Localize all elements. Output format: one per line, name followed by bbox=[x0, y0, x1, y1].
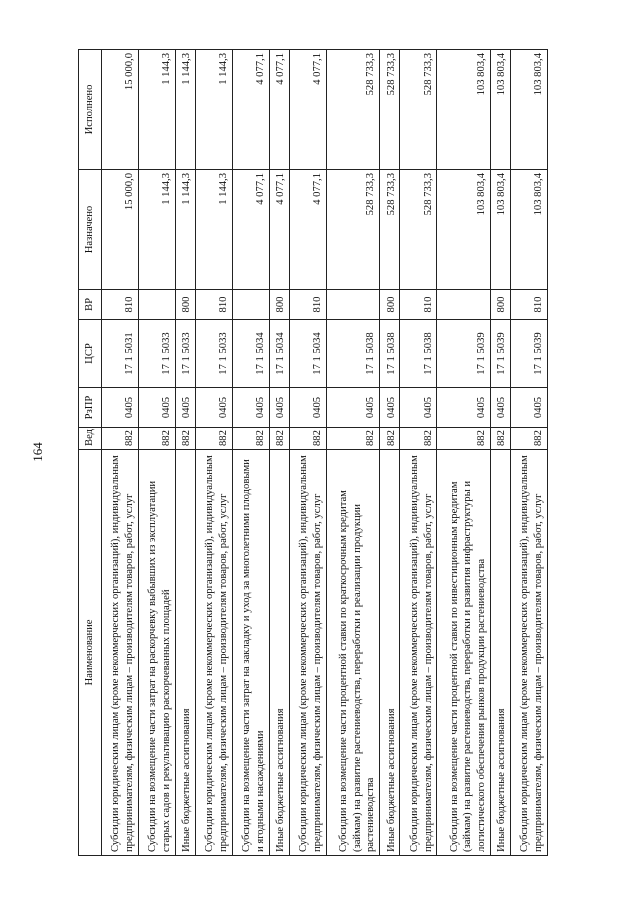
cell-csr: 17 1 5034 bbox=[289, 320, 326, 388]
cell-assigned: 4 077,1 bbox=[269, 170, 289, 290]
cell-csr: 17 1 5039 bbox=[437, 320, 490, 388]
cell-assigned: 1 144,3 bbox=[175, 170, 195, 290]
cell-rzpr: 0405 bbox=[289, 388, 326, 428]
cell-name: Иные бюджетные ассигнования bbox=[490, 450, 510, 856]
header-executed: Исполнено bbox=[79, 50, 102, 170]
cell-ved: 882 bbox=[102, 428, 139, 450]
cell-executed: 15 000,0 bbox=[102, 50, 139, 170]
table-row bbox=[380, 50, 400, 856]
cell-assigned: 15 000,0 bbox=[102, 170, 139, 290]
cell-csr: 17 1 5033 bbox=[195, 320, 232, 388]
cell-csr: 17 1 5034 bbox=[269, 320, 289, 388]
cell-rzpr: 0405 bbox=[195, 388, 232, 428]
table-row bbox=[437, 50, 490, 856]
cell-rzpr: 0405 bbox=[380, 388, 400, 428]
cell-vr: 810 bbox=[195, 290, 232, 320]
cell-name: Субсидии на возмещение части процентной ставки по краткосрочным кредитам (займам) на развитие растениеводства, переработки и реализации продукции растениеводства bbox=[326, 450, 379, 856]
cell-ved: 882 bbox=[437, 428, 490, 450]
cell-vr bbox=[232, 290, 269, 320]
cell-rzpr: 0405 bbox=[102, 388, 139, 428]
cell-executed: 103 803,4 bbox=[511, 50, 548, 170]
table-header-row bbox=[79, 50, 102, 856]
table-row bbox=[195, 50, 232, 856]
table-row bbox=[175, 50, 195, 856]
cell-ved: 882 bbox=[490, 428, 510, 450]
cell-ved: 882 bbox=[175, 428, 195, 450]
cell-name: Субсидии юридическим лицам (кроме некоммерческих организаций), индивидуальным предпринимателям, физическим лицам – производителям товаров, работ, услуг bbox=[195, 450, 232, 856]
header-ved: Вед bbox=[79, 428, 102, 450]
cell-csr: 17 1 5038 bbox=[400, 320, 437, 388]
header-name: Наименование bbox=[79, 450, 102, 856]
cell-rzpr: 0405 bbox=[269, 388, 289, 428]
cell-csr: 17 1 5039 bbox=[490, 320, 510, 388]
cell-name: Субсидии юридическим лицам (кроме некоммерческих организаций), индивидуальным предпринимателям, физическим лицам – производителям товаров, работ, услуг bbox=[102, 450, 139, 856]
cell-assigned: 528 733,3 bbox=[380, 170, 400, 290]
cell-executed: 528 733,3 bbox=[326, 50, 379, 170]
cell-vr: 810 bbox=[511, 290, 548, 320]
cell-executed: 4 077,1 bbox=[232, 50, 269, 170]
cell-ved: 882 bbox=[138, 428, 175, 450]
cell-name: Субсидии на возмещение части затрат на раскорчевку выбывших из эксплуатации старых садов и рекультивацию раскорчеванных площадей bbox=[138, 450, 175, 856]
cell-ved: 882 bbox=[380, 428, 400, 450]
cell-csr: 17 1 5038 bbox=[326, 320, 379, 388]
cell-vr: 800 bbox=[175, 290, 195, 320]
cell-name: Субсидии на возмещение части затрат на закладку и уход за многолетними плодовыми и ягодными насаждениями bbox=[232, 450, 269, 856]
cell-executed: 1 144,3 bbox=[138, 50, 175, 170]
cell-vr: 810 bbox=[102, 290, 139, 320]
cell-csr: 17 1 5033 bbox=[175, 320, 195, 388]
cell-vr: 800 bbox=[380, 290, 400, 320]
cell-ved: 882 bbox=[289, 428, 326, 450]
cell-name: Иные бюджетные ассигнования bbox=[175, 450, 195, 856]
header-assigned: Назначено bbox=[79, 170, 102, 290]
cell-assigned: 103 803,4 bbox=[511, 170, 548, 290]
header-rzpr: РзПР bbox=[79, 388, 102, 428]
cell-assigned: 103 803,4 bbox=[490, 170, 510, 290]
cell-rzpr: 0405 bbox=[437, 388, 490, 428]
cell-csr: 17 1 5033 bbox=[138, 320, 175, 388]
cell-executed: 1 144,3 bbox=[175, 50, 195, 170]
cell-ved: 882 bbox=[195, 428, 232, 450]
cell-executed: 103 803,4 bbox=[437, 50, 490, 170]
cell-assigned: 528 733,3 bbox=[326, 170, 379, 290]
table-row bbox=[326, 50, 379, 856]
cell-name: Иные бюджетные ассигнования bbox=[380, 450, 400, 856]
cell-vr bbox=[326, 290, 379, 320]
cell-executed: 103 803,4 bbox=[490, 50, 510, 170]
cell-csr: 17 1 5031 bbox=[102, 320, 139, 388]
cell-rzpr: 0405 bbox=[232, 388, 269, 428]
cell-executed: 1 144,3 bbox=[195, 50, 232, 170]
cell-name: Субсидии юридическим лицам (кроме некоммерческих организаций), индивидуальным предпринимателям, физическим лицам – производителям товаров, работ, услуг bbox=[289, 450, 326, 856]
table-row bbox=[102, 50, 139, 856]
rotated-table-container bbox=[78, 50, 548, 856]
cell-ved: 882 bbox=[511, 428, 548, 450]
cell-ved: 882 bbox=[400, 428, 437, 450]
header-csr: ЦСР bbox=[79, 320, 102, 388]
cell-vr: 800 bbox=[490, 290, 510, 320]
cell-assigned: 4 077,1 bbox=[289, 170, 326, 290]
cell-rzpr: 0405 bbox=[138, 388, 175, 428]
cell-name: Иные бюджетные ассигнования bbox=[269, 450, 289, 856]
cell-executed: 4 077,1 bbox=[289, 50, 326, 170]
budget-table bbox=[78, 49, 548, 856]
page-number: 164 bbox=[30, 442, 45, 462]
cell-executed: 528 733,3 bbox=[400, 50, 437, 170]
cell-rzpr: 0405 bbox=[175, 388, 195, 428]
table-row bbox=[232, 50, 269, 856]
cell-assigned: 528 733,3 bbox=[400, 170, 437, 290]
cell-name: Субсидии на возмещение части процентной ставки по инвестиционным кредитам (займам) на развитие растениеводства, переработки и развития инфраструктуры и логистического обеспечения рынков продукции растениеводства bbox=[437, 450, 490, 856]
cell-rzpr: 0405 bbox=[490, 388, 510, 428]
cell-executed: 4 077,1 bbox=[269, 50, 289, 170]
cell-assigned: 103 803,4 bbox=[437, 170, 490, 290]
table-row bbox=[400, 50, 437, 856]
cell-ved: 882 bbox=[269, 428, 289, 450]
cell-ved: 882 bbox=[232, 428, 269, 450]
cell-rzpr: 0405 bbox=[511, 388, 548, 428]
cell-ved: 882 bbox=[326, 428, 379, 450]
cell-assigned: 1 144,3 bbox=[195, 170, 232, 290]
table-row bbox=[138, 50, 175, 856]
cell-assigned: 4 077,1 bbox=[232, 170, 269, 290]
table-row bbox=[511, 50, 548, 856]
cell-assigned: 1 144,3 bbox=[138, 170, 175, 290]
cell-vr: 800 bbox=[269, 290, 289, 320]
cell-vr: 810 bbox=[400, 290, 437, 320]
cell-rzpr: 0405 bbox=[400, 388, 437, 428]
cell-vr: 810 bbox=[289, 290, 326, 320]
header-vr: ВР bbox=[79, 290, 102, 320]
table-row bbox=[269, 50, 289, 856]
cell-vr bbox=[437, 290, 490, 320]
cell-name: Субсидии юридическим лицам (кроме некоммерческих организаций), индивидуальным предпринимателям, физическим лицам – производителям товаров, работ, услуг bbox=[400, 450, 437, 856]
cell-csr: 17 1 5038 bbox=[380, 320, 400, 388]
cell-executed: 528 733,3 bbox=[380, 50, 400, 170]
cell-csr: 17 1 5039 bbox=[511, 320, 548, 388]
table-row bbox=[289, 50, 326, 856]
cell-name: Субсидии юридическим лицам (кроме некоммерческих организаций), индивидуальным предпринимателям, физическим лицам – производителям товаров, работ, услуг bbox=[511, 450, 548, 856]
cell-rzpr: 0405 bbox=[326, 388, 379, 428]
table-row bbox=[490, 50, 510, 856]
cell-csr: 17 1 5034 bbox=[232, 320, 269, 388]
cell-vr bbox=[138, 290, 175, 320]
